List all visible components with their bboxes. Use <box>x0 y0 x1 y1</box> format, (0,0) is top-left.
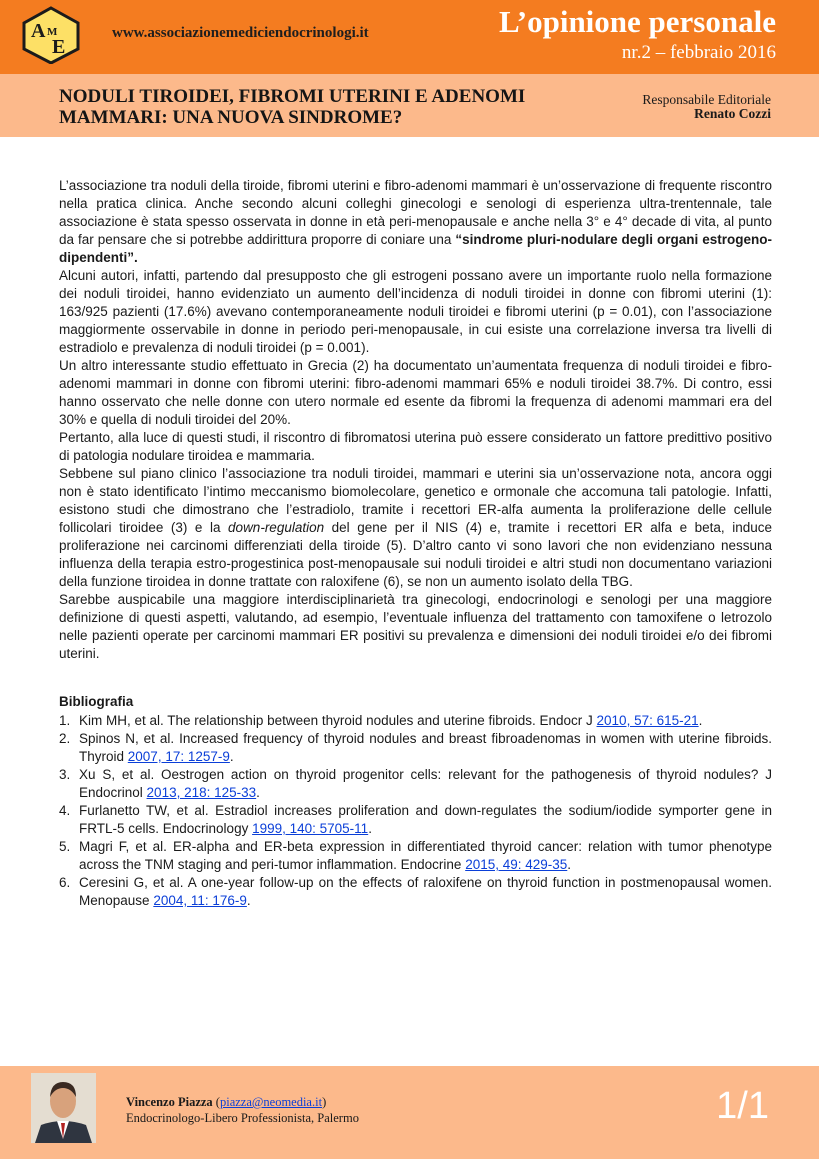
paragraph-4: Pertanto, alla luce di questi studi, il riscontro di fibromatosi uterina può essere considerato un fattore predittivo positivo di patologia nodulare tiroidea e mammaria. <box>59 430 772 463</box>
bibliography-list <box>59 712 772 910</box>
reference-item: 2. Spinos N, et al. Increased frequency of thyroid nodules and breast fibroadenomas in women with uterine fibroids. Thyroid 2007, 17: 1257-9. <box>59 731 772 764</box>
reference-item: 1. Kim MH, et al. The relationship between thyroid nodules and uterine fibroids. Endocr J 2010, 57: 615-21. <box>59 713 703 728</box>
author-photo <box>31 1073 96 1143</box>
reference-link[interactable]: 2010, 57: 615-21 <box>596 713 699 728</box>
paragraph-3: Un altro interessante studio effettuato in Grecia (2) ha documentato un’aumentata frequenza di noduli tiroidei e fibro-adenomi mammari in donne con fibromi uterini: fibro-adenomi mammari 65% e noduli tiroidei 38.7%. Di contro, essi hanno osservato che nelle donne con utero normale ed esente da fibromi la frequenza di adenomi mammari era del 30% e quella di noduli tiroidei del 20%. <box>59 358 772 427</box>
reference-item: 4. Furlanetto TW, et al. Estradiol increases proliferation and down-regulates the sodium/iodide symporter gene in FRTL-5 cells. Endocrinology 1999, 140: 5705-11. <box>59 803 772 836</box>
paragraph-5: Sebbene sul piano clinico l’associazione tra noduli tiroidei, mammari e uterini sia un’osservazione nota, ancora oggi non è stato identificato l’intimo meccanismo biomolecolare, genetico e ormonale che accomuna tali patologie. Infatti, esistono studi che dimostrano che l’estradiolo, tramite i recettori ER-alfa aumenta la proliferazione delle cellule follicolari tiroidee (3) e la down-regulation del gene per il NIS (4) e, tramite i recettori ER alfa e beta, induce proliferazione nei carcinomi differenziati della tiroide (5). D’altro canto vi sono lavori che non evidenziano nessuna influenza della terapia estro-progestinica post-menopausale sui noduli tiroidei e altri studi non documentano variazioni della funzione tiroidea in donne trattate con raloxifene (6), se non un aumento isolato della TBG. <box>59 466 772 589</box>
editor-role: Responsabile Editoriale <box>642 92 771 107</box>
syndrome-name: “sindrome pluri-nodulare degli organi estrogeno-dipendenti” <box>59 232 772 265</box>
author-email-link[interactable]: piazza@neomedia.it <box>219 1095 323 1109</box>
author-name: Vincenzo Piazza <box>126 1095 213 1109</box>
footer-bar <box>0 1066 819 1159</box>
paragraph-6: Sarebbe auspicabile una maggiore interdisciplinarietà tra ginecologi, endocrinologi e senologi per una maggiore definizione di questi aspetti, valutando, ad esempio, l’eventuale influenza del trattamento con tamoxifene o letrozolo nelle pazienti operate per carcinomi mammari ER positivi su prevalenza e dimensioni dei noduli tiroidei e/o dei fibromi uterini. <box>59 592 772 661</box>
reference-link[interactable]: 2007, 17: 1257-9 <box>127 749 230 764</box>
site-url[interactable]: www.associazionemediciendocrinologi.it <box>112 25 369 41</box>
reference-item: 3. Xu S, et al. Oestrogen action on thyroid progenitor cells: relevant for the pathogenesis of thyroid nodules? J Endocrinol 2013, 218: 125-33. <box>59 767 772 800</box>
bibliography-heading: Bibliografia <box>59 694 134 709</box>
paragraph-1: L’associazione tra noduli della tiroide, fibromi uterini e fibro-adenomi mammari è un’osservazione di frequente riscontro nella pratica clinica. Anche secondo alcuni colleghi ginecologi e senologi di esperienza ultra-trentennale, tale associazione è stata spesso osservata in donne in età peri-menopausale e anche nella 3° e 4° decade di vita, al punto da far pensare che si potrebbe addirittura proporre di coniare una “sindrome pluri-nodulare degli organi estrogeno-dipendenti”. <box>59 178 772 265</box>
italic-term: down-regulation <box>228 520 325 535</box>
logo-letter-e: E <box>52 36 66 58</box>
page-number: 1/1 <box>716 1085 769 1127</box>
publication-title: L’opinione personale <box>498 4 776 39</box>
reference-item: 5. Magri F, et al. ER-alpha and ER-beta expression in differentiated thyroid cancer: relation with tumor phenotype across the TNM staging and peri-tumor inflammation. Endocrine 2015, 49: 429-35. <box>59 839 772 872</box>
author-line: Vincenzo Piazza (piazza@neomedia.it) <box>126 1095 327 1109</box>
article-body <box>59 177 772 663</box>
ame-logo <box>20 6 82 64</box>
logo-letter-a: A <box>31 20 46 42</box>
article-title: NODULI TIROIDEI, FIBROMI UTERINI E ADENOMI MAMMARI: UNA NUOVA SINDROME? <box>59 86 526 128</box>
editor-name: Renato Cozzi <box>694 106 771 121</box>
reference-link[interactable]: 1999, 140: 5705-11 <box>252 821 369 836</box>
reference-link[interactable]: 2004, 11: 176-9 <box>153 893 247 908</box>
issue-label: nr.2 – febbraio 2016 <box>621 42 776 63</box>
author-role: Endocrinologo-Libero Professionista, Palermo <box>126 1111 359 1125</box>
paragraph-2: Alcuni autori, infatti, partendo dal presupposto che gli estrogeni possano avere un importante ruolo nella formazione dei noduli tiroidei, hanno evidenziato un aumento dell’incidenza di noduli tiroidei in donne con fibromi uterini (1): 163/925 pazienti (17.6%) avevano contemporaneamente noduli tiroidei e fibromi uterini (p = 0.01), con l’associazione maggiormente osservabile in donne in periodo peri-menopausale, in cui esiste una correlazione inversa tra livelli di estradiolo e prevalenza di noduli tiroidei (p = 0.001). <box>59 268 772 355</box>
logo-letter-m: M <box>47 26 58 38</box>
reference-link[interactable]: 2013, 218: 125-33 <box>146 785 257 800</box>
reference-link[interactable]: 2015, 49: 429-35 <box>465 857 568 872</box>
reference-item: 6. Ceresini G, et al. A one-year follow-up on the effects of raloxifene on thyroid function in postmenopausal women. Menopause 2004, 11: 176-9. <box>59 875 772 908</box>
